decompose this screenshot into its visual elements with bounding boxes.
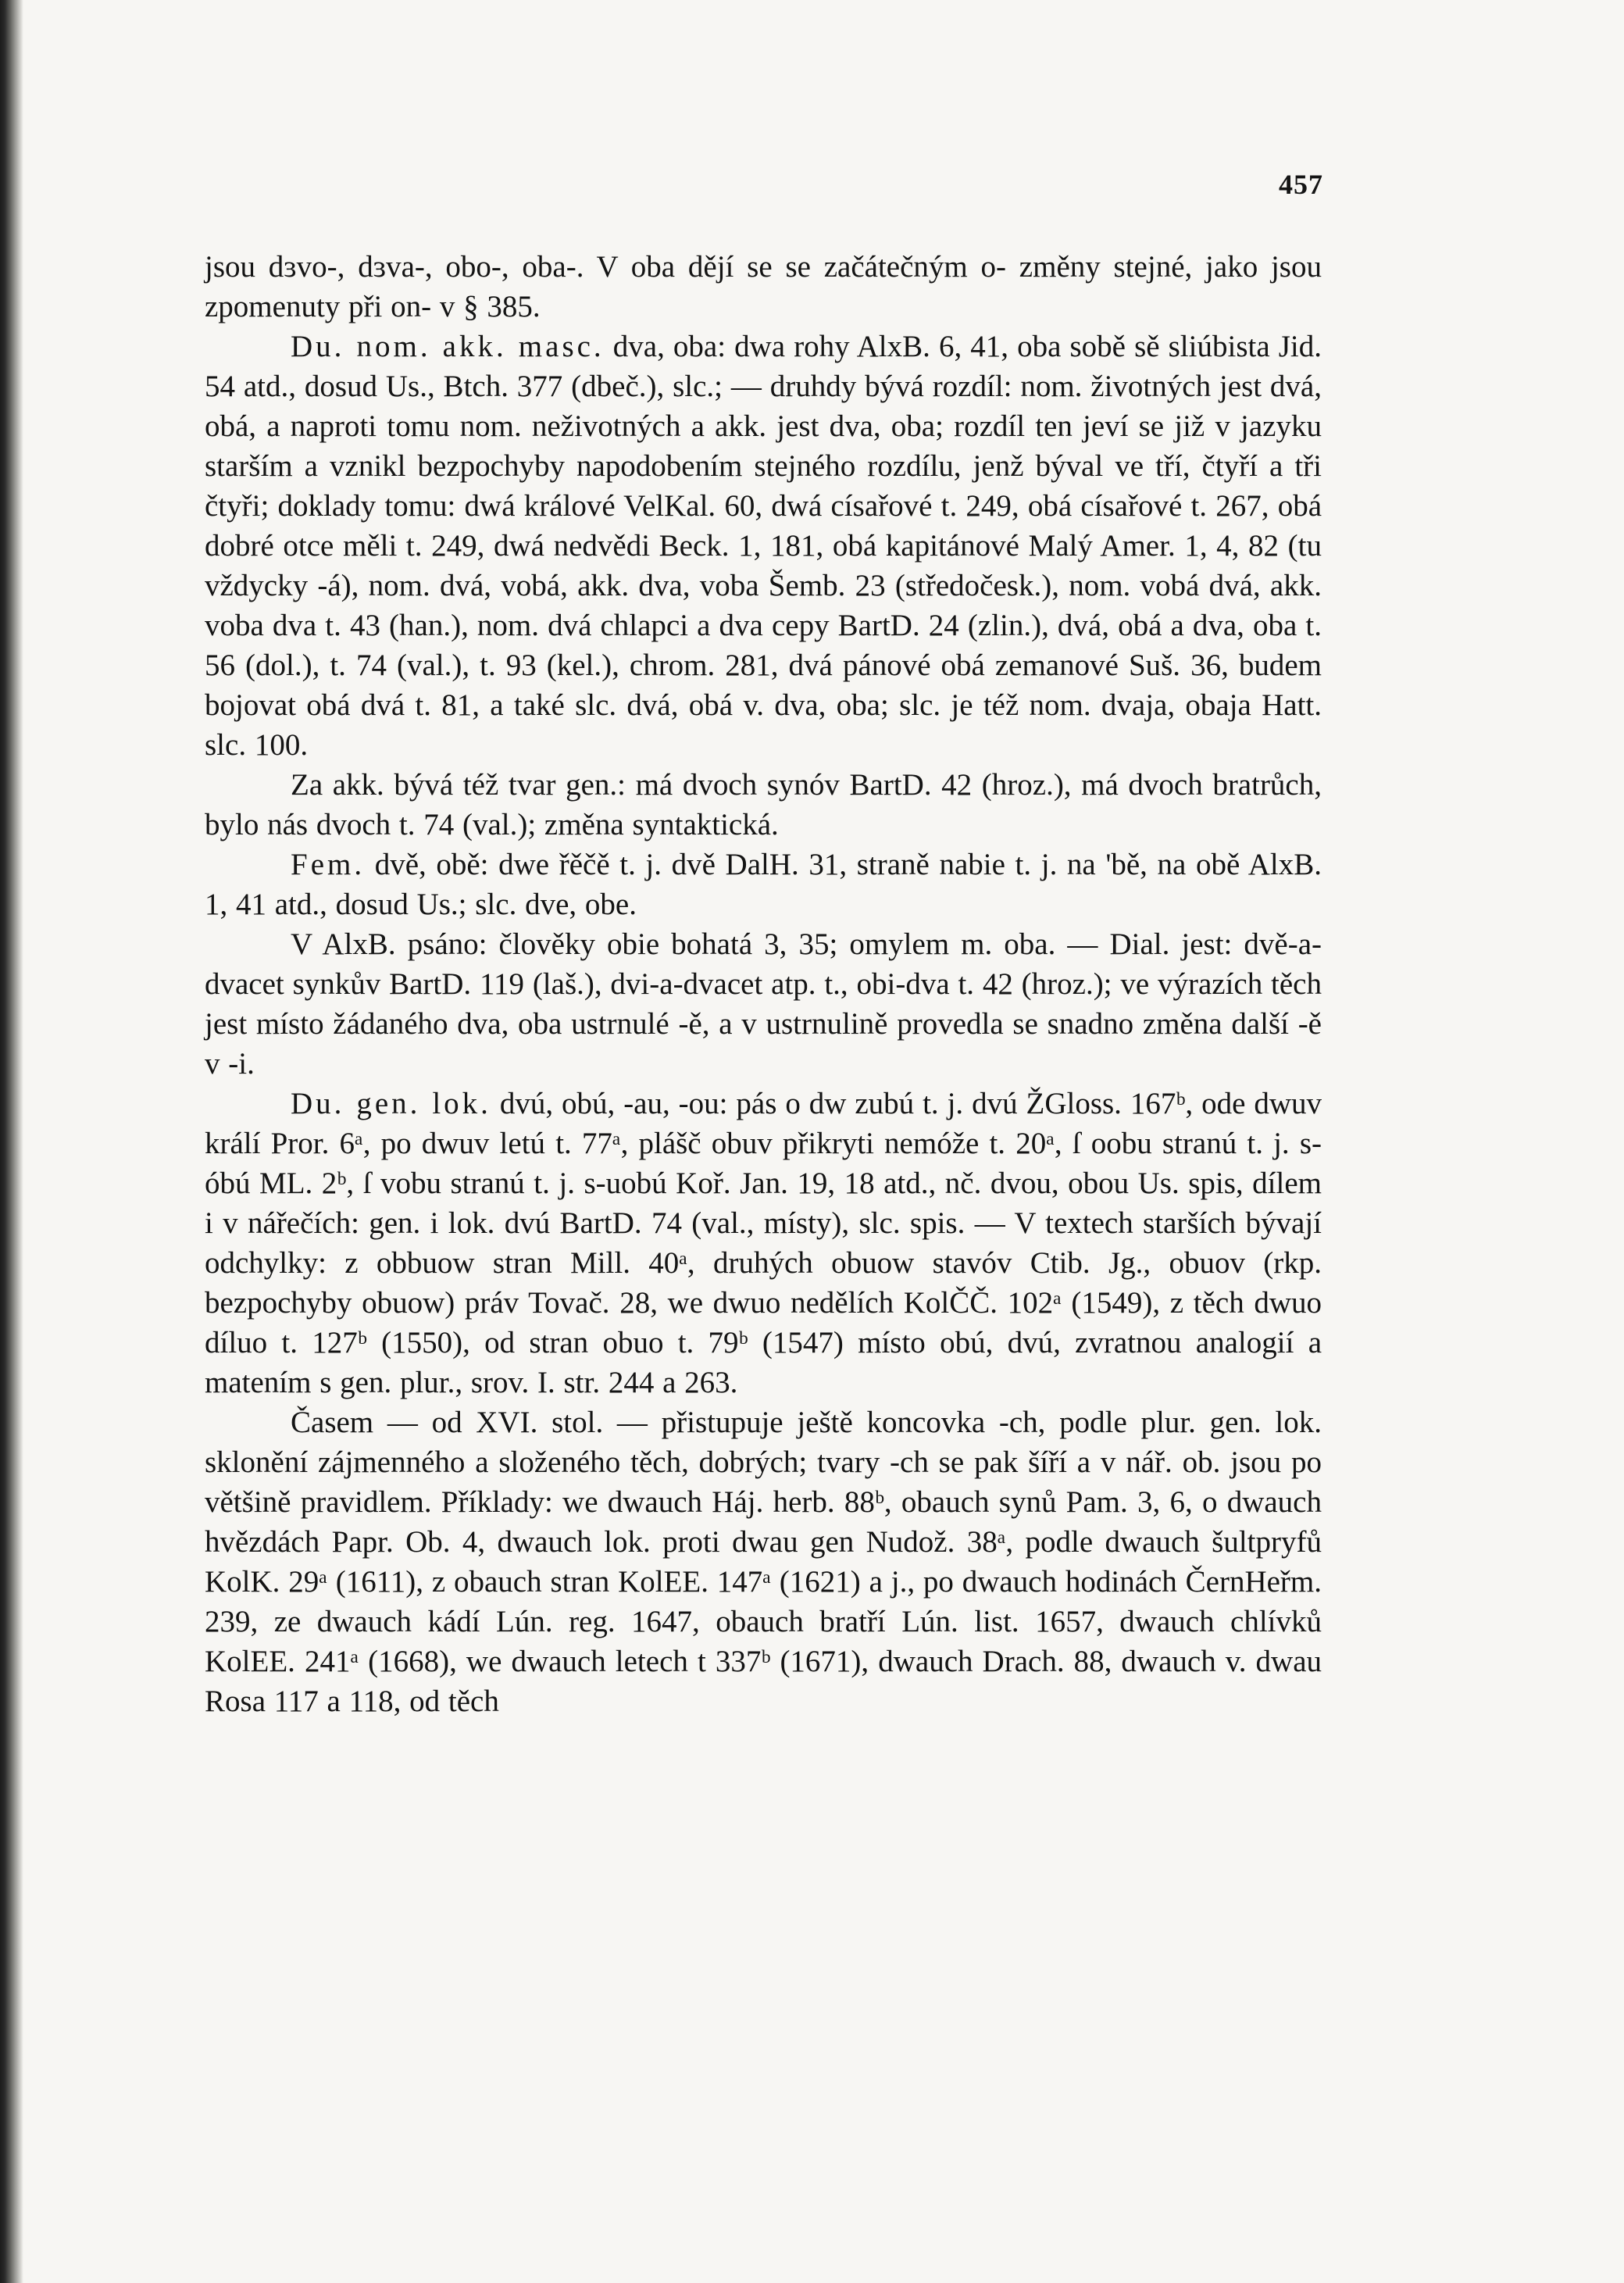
paragraph-1 [205,247,1322,327]
page-number: 457 [1279,169,1323,200]
paragraph-5-text: V AlxB. psáno: člověky obie bohatá 3, 35; omylem m. oba. — Dial. jest: dvě-a-dvacet synkův BartD. 119 (laš.), dvi-a-dvacet atp. t., obi-dva t. 42 (hroz.); ve výrazích těch jest místo žádaného dva, oba ustrnulé -ě, a v ustrnulině provedla se snadno změna další -ě v -i. [205,927,1322,1081]
paragraph-3-text: Za akk. bývá též tvar gen.: má dvoch synóv BartD. 42 (hroz.), má dvoch bratrůch, bylo nás dvoch t. 74 (val.); změna syntaktická. [205,768,1322,841]
paragraph-1-text: jsou dɜvo-, dɜva-, obo-, oba-. V oba dějí se se začátečným o- změny stejné, jako jsou zpomenuty při on- v § 385. [205,250,1322,323]
page-binding-edge [0,0,23,2283]
paragraph-4 [205,845,1322,924]
paragraph-4-text: dvě, obě: dwe řěčě t. j. dvě DalH. 31, straně nabie t. j. na 'bě, na obě AlxB. 1, 41 atd., dosud Us.; slc. dve, obe. [205,848,1322,921]
paragraph-2 [205,327,1322,765]
paragraph-4-lead: Fem. [291,848,366,881]
paragraph-6 [205,1084,1322,1402]
paragraph-5 [205,924,1322,1084]
paragraph-6-text: dvú, obú, -au, -ou: pás o dw zubú t. j. dvú ŽGloss. 167ᵇ, ode dwuv králí Pror. 6ᵃ, po dwuv letú t. 77ᵃ, plášč obuv přikryti nemóže t. 20ᵃ, ſ oobu stranú t. j. s-óbú ML. 2ᵇ, ſ vobu stranú t. j. s-uobú Koř. Jan. 19, 18 atd., nč. dvou, obou Us. spis, dílem i v nářečích: gen. i lok. dvú BartD. 74 (val., místy), slc. spis. — V textech starších bývají odchylky: z obbuow stran Mill. 40ᵃ, druhých obuow stavóv Ctib. Jg., obuov (rkp. bezpochyby obuow) práv Tovač. 28, we dwuo nedělích KolČČ. 102ᵃ (1549), z těch dwuo díluo t. 127ᵇ (1550), od stran obuo t. 79ᵇ (1547) místo obú, dvú, zvratnou analogií a matením s gen. plur., srov. I. str. 244 a 263. [205,1087,1322,1399]
paragraph-7-text: Časem — od XVI. stol. — přistupuje ještě koncovka -ch, podle plur. gen. lok. sklonění zájmenného a složeného těch, dobrých; tvary -ch se pak šíří a v nář. ob. jsou po většině pravidlem. Příklady: we dwauch Háj. herb. 88ᵇ, obauch synů Pam. 3, 6, o dwauch hvězdách Papr. Ob. 4, dwauch lok. proti dwau gen Nudož. 38ᵃ, podle dwauch šultpryfů KolK. 29ᵃ (1611), z obauch stran KolEE. 147ᵃ (1621) a j., po dwauch hodinách ČernHeřm. 239, ze dwauch kádí Lún. reg. 1647, obauch bratří Lún. list. 1657, dwauch chlívků KolEE. 241ᵃ (1668), we dwauch letech t 337ᵇ (1671), dwauch Drach. 88, dwauch v. dwau Rosa 117 a 118, od těch [205,1406,1322,1718]
paragraph-6-lead: Du. gen. lok. [291,1087,491,1120]
text-block [205,247,1322,1721]
paragraph-2-text: dva, oba: dwa rohy AlxB. 6, 41, oba sobě sě sliúbista Jid. 54 atd., dosud Us., Btch. 377 (dbeč.), slc.; — druhdy bývá rozdíl: nom. životných jest dvá, obá, a naproti tomu nom. neživotných a akk. jest dva, oba; rozdíl ten jeví se již v jazyku starším a vznikl bezpochyby napodobením stejného rozdílu, jenž býval ve tří, čtyří a tři čtyři; doklady tomu: dwá králové VelKal. 60, dwá císařové t. 249, obá císařové t. 267, obá dobré otce měli t. 249, dwá nedvědi Beck. 1, 181, obá kapitánové Malý Amer. 1, 4, 82 (tu vždycky -á), nom. dvá, vobá, akk. dva, voba Šemb. 23 (středočesk.), nom. vobá dvá, akk. voba dva t. 43 (han.), nom. dvá chlapci a dva cepy BartD. 24 (zlin.), dvá, obá a dva, oba t. 56 (dol.), t. 74 (val.), t. 93 (kel.), chrom. 281, dvá pánové obá zemanové Suš. 36, budem bojovat obá dvá t. 81, a také slc. dvá, obá v. dva, oba; slc. je též nom. dvaja, obaja Hatt. slc. 100. [205,330,1322,762]
paragraph-2-lead: Du. nom. akk. masc. [291,330,605,363]
paragraph-3 [205,765,1322,845]
paragraph-7 [205,1402,1322,1721]
